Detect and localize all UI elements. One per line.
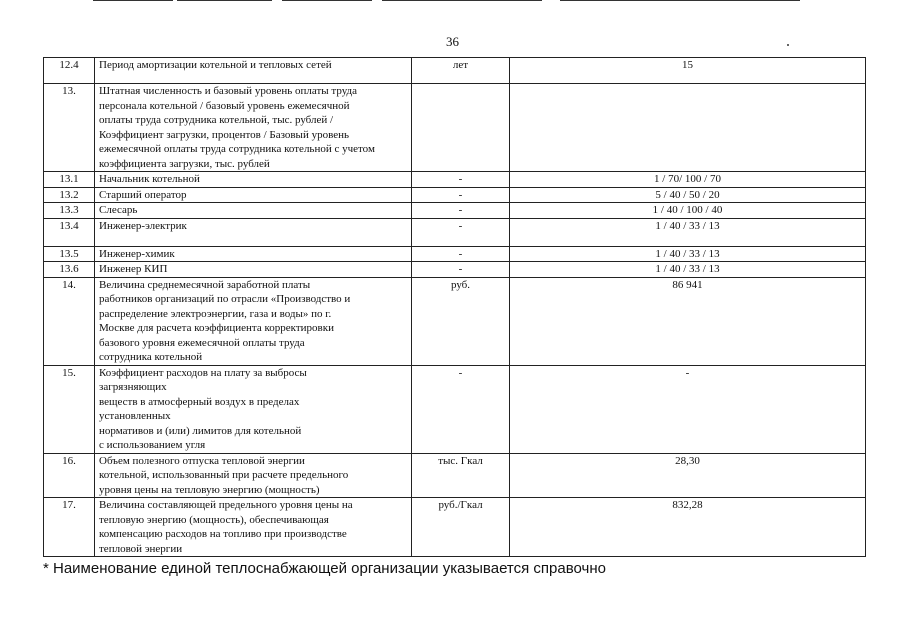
row-name-line: Инженер-химик	[99, 247, 175, 260]
table-row	[44, 218, 866, 246]
table-row	[44, 365, 866, 453]
row-number: 13.5	[44, 246, 95, 262]
row-number: 14.	[44, 277, 95, 365]
row-name	[95, 218, 412, 246]
row-value: 1 / 40 / 100 / 40	[510, 203, 866, 219]
row-unit: -	[412, 365, 510, 453]
row-name-line: Коэффициент расходов на плату за выбросы	[99, 366, 307, 379]
table-row	[44, 203, 866, 219]
row-name-line: котельной, использованный при расчете предельного	[99, 469, 349, 481]
row-name-line: Слесарь	[99, 204, 138, 216]
row-value: 1 / 40 / 33 / 13	[510, 262, 866, 278]
row-value: -	[510, 365, 866, 453]
row-name	[95, 262, 412, 278]
row-number: 13.1	[44, 172, 95, 188]
page-number: 36	[446, 34, 459, 49]
row-number: 12.4	[44, 58, 95, 84]
row-value: 1 / 40 / 33 / 13	[510, 218, 866, 246]
table-row	[44, 246, 866, 262]
row-unit: -	[412, 203, 510, 219]
table-row	[44, 262, 866, 278]
row-name-line: веществ в атмосферный воздух в пределах	[99, 395, 300, 408]
row-value	[510, 84, 866, 172]
row-name	[95, 498, 412, 557]
row-number: 13.2	[44, 187, 95, 203]
row-name	[95, 246, 412, 262]
row-name-line: с использованием угля	[99, 439, 206, 451]
row-name	[95, 58, 412, 84]
table-row	[44, 58, 866, 84]
row-name-line: Начальник котельной	[99, 173, 200, 185]
row-name-line: распределение электроэнергии, газа и воды» по г.	[99, 307, 332, 320]
row-name-line: установленных	[99, 410, 171, 422]
row-value: 5 / 40 / 50 / 20	[510, 187, 866, 203]
top-rule	[93, 0, 173, 1]
table-row	[44, 84, 866, 172]
row-unit	[412, 84, 510, 172]
row-name-line: компенсацию расходов на топливо при производстве	[99, 528, 347, 540]
row-name-line: Величина составляющей предельного уровня цены на	[99, 499, 353, 511]
row-name-line: коэффициента загрузки, тыс. рублей	[99, 157, 270, 170]
row-name	[95, 84, 412, 172]
row-name-line: ежемесячной оплаты труда сотрудника котельной с учетом	[99, 143, 375, 155]
row-name-line: Инженер КИП	[99, 263, 168, 275]
table-row	[44, 453, 866, 498]
row-unit: руб.	[412, 277, 510, 365]
row-name-line: оплаты труда сотрудника котельной, тыс. рублей /	[99, 114, 334, 126]
top-rule	[382, 0, 542, 1]
row-number: 13.3	[44, 203, 95, 219]
row-name-line: работников организаций по отрасли «Производство и	[99, 293, 351, 305]
row-number: 13.6	[44, 262, 95, 278]
row-name-line: Коэффициент загрузки, процентов / Базовый уровень	[99, 128, 349, 141]
row-name-line: загрязняющих	[99, 381, 167, 393]
row-value: 86 941	[510, 277, 866, 365]
row-name	[95, 277, 412, 365]
row-name-line: Москве для расчета коэффициента корректировки	[99, 322, 334, 334]
row-name-line: Период амортизации котельной и тепловых сетей	[99, 59, 332, 71]
row-value: 1 / 40 / 33 / 13	[510, 246, 866, 262]
row-name-line: уровня цены на тепловую энергию (мощность)	[99, 483, 320, 496]
row-number: 13.	[44, 84, 95, 172]
row-unit: -	[412, 187, 510, 203]
top-rule	[177, 0, 272, 1]
row-name-line: Штатная численность и базовый уровень оплаты труда	[99, 85, 357, 97]
row-unit: -	[412, 218, 510, 246]
table-row	[44, 277, 866, 365]
row-number: 15.	[44, 365, 95, 453]
row-name	[95, 172, 412, 188]
table-row	[44, 187, 866, 203]
row-name-line: тепловой энергии	[99, 542, 183, 555]
row-name	[95, 203, 412, 219]
table-row	[44, 172, 866, 188]
row-name-line: Величина среднемесячной заработной платы	[99, 278, 311, 291]
row-unit: -	[412, 262, 510, 278]
row-name-line: персонала котельной / базовый уровень ежемесячной	[99, 99, 350, 112]
top-rule	[560, 0, 800, 1]
table-row	[44, 498, 866, 557]
row-name-line: Старший оператор	[99, 188, 187, 201]
row-number: 13.4	[44, 218, 95, 246]
row-number: 16.	[44, 453, 95, 498]
scan-speck	[787, 44, 789, 46]
row-value: 1 / 70/ 100 / 70	[510, 172, 866, 188]
row-value: 832,28	[510, 498, 866, 557]
parameters-table	[43, 57, 866, 557]
row-name-line: нормативов и (или) лимитов для котельной	[99, 424, 302, 437]
table-body	[44, 58, 866, 557]
row-unit: руб./Гкал	[412, 498, 510, 557]
row-value: 28,30	[510, 453, 866, 498]
row-number: 17.	[44, 498, 95, 557]
row-name-line: базового уровня ежемесячной оплаты труда	[99, 336, 305, 349]
row-name	[95, 365, 412, 453]
row-unit: -	[412, 246, 510, 262]
footnote: * Наименование единой теплоснабжающей организации указывается справочно	[43, 560, 606, 577]
row-name-line: Инженер-электрик	[99, 219, 187, 232]
row-name	[95, 453, 412, 498]
row-unit: тыс. Гкал	[412, 453, 510, 498]
row-name	[95, 187, 412, 203]
row-unit: лет	[412, 58, 510, 84]
row-name-line: тепловую энергию (мощность), обеспечивающая	[99, 513, 329, 526]
row-value: 15	[510, 58, 866, 84]
row-name-line: Объем полезного отпуска тепловой энергии	[99, 454, 305, 467]
row-name-line: сотрудника котельной	[99, 351, 203, 363]
top-rule	[282, 0, 372, 1]
row-unit: -	[412, 172, 510, 188]
